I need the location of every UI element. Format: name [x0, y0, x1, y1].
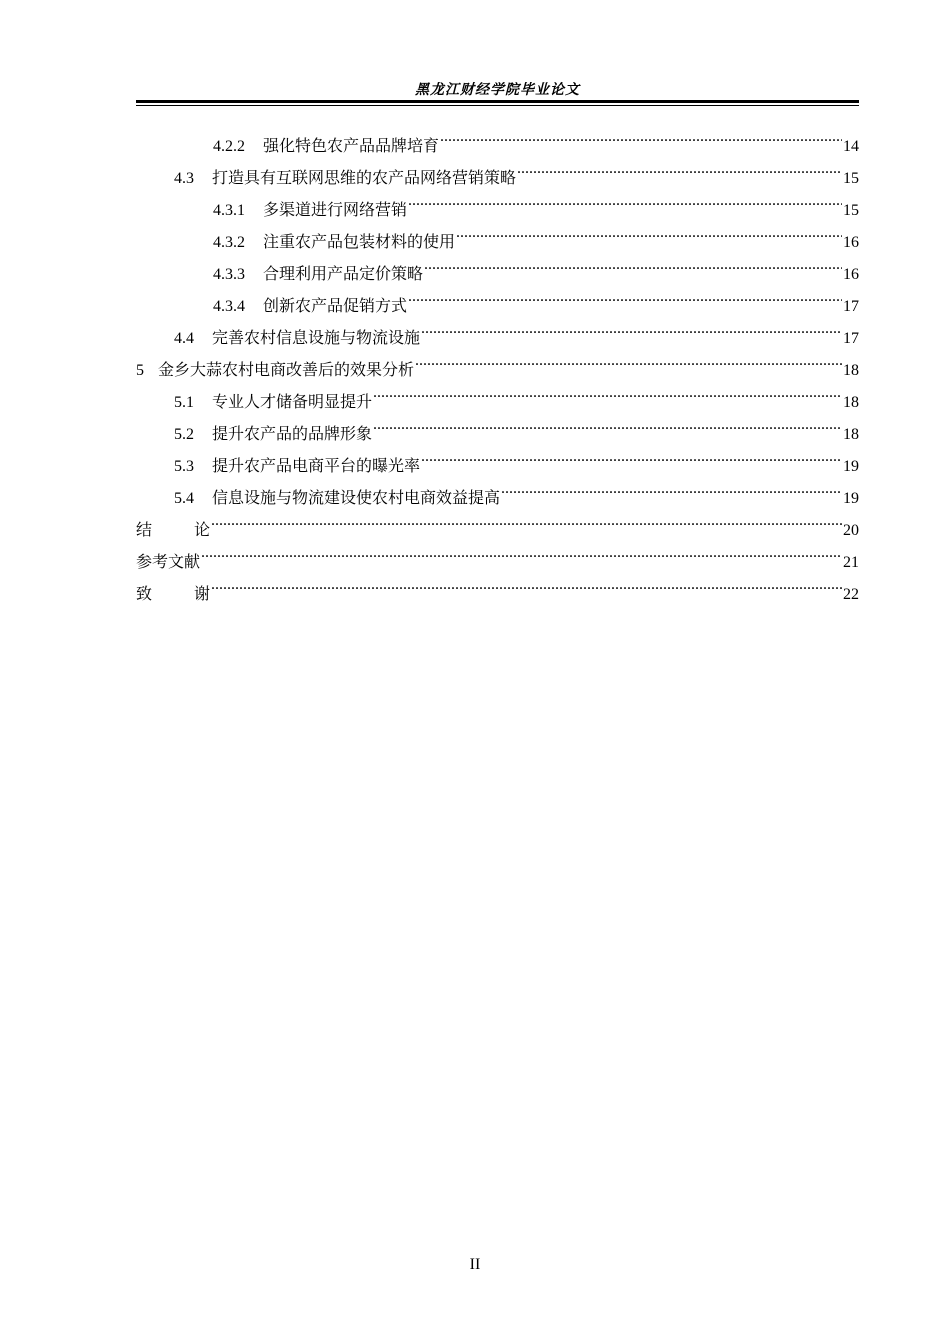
dot-leader [373, 407, 842, 439]
toc-entry-4-2-2[interactable] [136, 119, 859, 155]
toc-entry-acknowledgements[interactable] [136, 567, 859, 603]
toc-entry-references[interactable] [136, 535, 859, 571]
toc-entry-page: 22 [843, 586, 859, 603]
toc-entry-number: 5 [136, 362, 144, 379]
toc-entry-page: 19 [843, 458, 859, 475]
toc-entry-page: 15 [843, 202, 859, 219]
toc-entry-title: 信息设施与物流建设使农村电商效益提高 [212, 490, 501, 507]
dot-leader [373, 375, 842, 407]
toc-entry-page: 18 [843, 394, 859, 411]
toc-entry-title: 提升农产品电商平台的曝光率 [212, 458, 421, 475]
toc-entry-number: 5.4 [174, 490, 194, 507]
header-rule-thin [136, 105, 859, 106]
toc-entry-title: 完善农村信息设施与物流设施 [212, 330, 421, 347]
dot-leader [421, 439, 842, 471]
table-of-contents [136, 119, 859, 603]
toc-entry-page: 15 [843, 170, 859, 187]
toc-entry-title: 专业人才储备明显提升 [212, 394, 373, 411]
toc-entry-page: 17 [843, 298, 859, 315]
toc-entry-page: 19 [843, 490, 859, 507]
toc-entry-page: 17 [843, 330, 859, 347]
toc-entry-page: 18 [843, 426, 859, 443]
toc-entry-title: 创新农产品促销方式 [263, 298, 408, 315]
toc-entry-number: 4.3.2 [213, 234, 245, 251]
toc-entry-page: 20 [843, 522, 859, 539]
toc-entry-number: 5.2 [174, 426, 194, 443]
dot-leader [211, 567, 842, 599]
dot-leader [201, 535, 842, 567]
toc-entry-page: 18 [843, 362, 859, 379]
dot-leader [517, 151, 842, 183]
dot-leader [408, 279, 842, 311]
toc-entry-title: 多渠道进行网络营销 [263, 202, 408, 219]
dot-leader [456, 215, 842, 247]
dot-leader [421, 311, 842, 343]
dot-leader [415, 343, 842, 375]
dot-leader [501, 471, 842, 503]
toc-entry-title: 注重农产品包装材料的使用 [263, 234, 456, 251]
toc-entry-number: 4.3 [174, 170, 194, 187]
header-rule-thick [136, 100, 859, 103]
toc-entry-title: 金乡大蒜农村电商改善后的效果分析 [158, 362, 415, 379]
toc-entry-conclusion[interactable] [136, 503, 859, 539]
toc-entry-title: 打造具有互联网思维的农产品网络营销策略 [212, 170, 517, 187]
toc-entry-page: 21 [843, 554, 859, 571]
toc-entry-title: 提升农产品的品牌形象 [212, 426, 373, 443]
toc-entry-number: 4.3.3 [213, 266, 245, 283]
toc-entry-number: 4.4 [174, 330, 194, 347]
toc-entry-title: 合理利用产品定价策略 [263, 266, 424, 283]
toc-entry-number: 4.3.1 [213, 202, 245, 219]
toc-entry-title: 强化特色农产品品牌培育 [263, 138, 440, 155]
toc-entry-number: 5.1 [174, 394, 194, 411]
toc-entry-title: 致谢 [136, 586, 253, 603]
toc-entry-number: 4.3.4 [213, 298, 245, 315]
page-number: II [469, 1256, 481, 1273]
toc-entry-title: 参考文献 [136, 554, 201, 571]
dot-leader [211, 503, 842, 535]
toc-entry-page: 16 [843, 266, 859, 283]
dot-leader [424, 247, 842, 279]
dot-leader [440, 119, 842, 151]
toc-entry-number: 5.3 [174, 458, 194, 475]
dot-leader [408, 183, 842, 215]
toc-entry-page: 14 [843, 138, 859, 155]
header-title: 黑龙江财经学院毕业论文 [415, 82, 580, 98]
toc-entry-title: 结论 [136, 522, 253, 539]
toc-entry-page: 16 [843, 234, 859, 251]
toc-entry-number: 4.2.2 [213, 138, 245, 155]
